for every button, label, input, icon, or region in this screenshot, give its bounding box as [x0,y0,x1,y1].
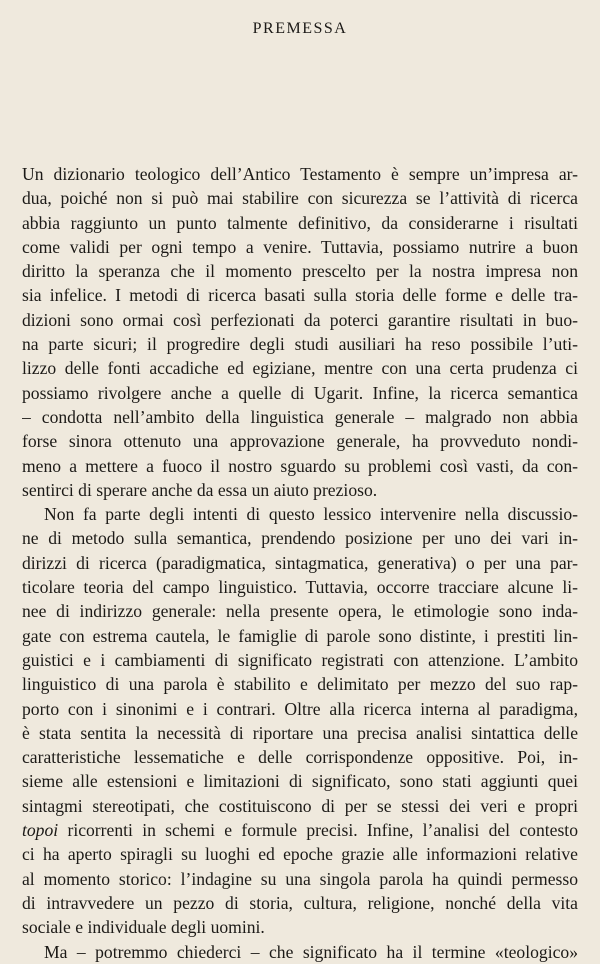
text-line: caratteristiche lessematiche e delle corrispondenze oppositive. Poi, in- [22,747,578,768]
paragraph [22,162,578,502]
text-line: na parte sicuri; il progredire degli studi ausiliari ha reso possibile l’uti- [22,334,578,355]
text-line: guistici e i cambiamenti di significato registrati con attenzione. L’ambito [22,649,578,670]
text-line: porto con i sinonimi e i contrari. Oltre alla ricerca interna al paradigma, [22,698,578,719]
text-line: dua, poiché non si può mai stabilire con sicurezza se l’attività di ricerca [22,188,578,209]
text-line: topoi ricorrenti in schemi e formule precisi. Infine, l’analisi del contesto [22,820,578,841]
body-text [22,162,578,964]
text-line: meno a mettere a fuoco il nostro sguardo su problemi così vasti, da con- [22,455,578,476]
text-line: è stata sentita la necessità di riportare una precisa analisi sintattica delle [22,722,578,743]
text-line: Un dizionario teologico dell’Antico Testamento è sempre un’impresa ar- [22,164,578,184]
text-line: dirizzi di ricerca (paradigmatica, sintagmatica, generativa) o per una par- [22,552,578,573]
page-title: PREMESSA [252,20,348,37]
text-line: sieme alle estensioni e limitazioni di significato, sono stati aggiunti quei [22,771,578,792]
text-line: linguistico di una parola è stabilito e delimitato per mezzo del suo rap- [22,674,578,695]
text-line: dizioni sono ormai così perfezionati da poterci garantire risultati in buo- [22,309,578,330]
text-line: sia infelice. I metodi di ricerca basati sulla storia delle forme e delle tra- [22,285,578,306]
text-line: gate con estrema cautela, le famiglie di parole sono distinte, i prestiti lin- [22,625,578,646]
text-line: forse sinora ottenuto una approvazione generale, ha provveduto nondi- [22,431,578,452]
text-line: al momento storico: l’indagine su una singola parola ha quindi permesso [22,868,578,889]
paragraph [22,940,578,964]
text-line: di intravvedere un pezzo di storia, cultura, religione, nonché della vita [22,892,578,913]
text-line: ticolare teoria del campo linguistico. Tuttavia, occorre tracciare alcune li- [22,577,578,598]
text-line: come validi per ogni tempo a venire. Tuttavia, possiamo nutrire a buon [22,236,578,257]
paragraph [22,502,578,939]
text-line: abbia raggiunto un punto talmente definitivo, da considerarne i risultati [22,212,578,233]
text-line: diritto la speranza che il momento prescelto per la nostra impresa non [22,261,578,282]
text-line: Non fa parte degli intenti di questo lessico intervenire nella discussio- [44,504,578,525]
text-line: nee di indirizzo generale: nella presente opera, le etimologie sono inda- [22,601,578,622]
text-line: sintagmi stereotipati, che costituiscono di per se stessi dei veri e propri [22,795,578,816]
text-line: Ma – potremmo chiederci – che significato ha il termine «teologico» [44,941,578,962]
text-line: sentirci di sperare anche da essa un aiuto prezioso. [22,479,378,500]
text-line: lizzo delle fonti accadiche ed egiziane, mentre con una certa prudenza ci [22,358,578,379]
text-line: possiamo rivolgere anche a quelle di Ugarit. Infine, la ricerca semantica [22,382,578,403]
text-line: – condotta nell’ambito della linguistica generale – malgrado non abbia [22,406,578,427]
text-line: sociale e individuale degli uomini. [22,917,265,938]
text-line: ci ha aperto spiragli su luoghi ed epoche grazie alle informazioni relative [22,844,578,865]
text-line: ne di metodo sulla semantica, prendendo posizione per uno dei vari in- [22,528,578,549]
